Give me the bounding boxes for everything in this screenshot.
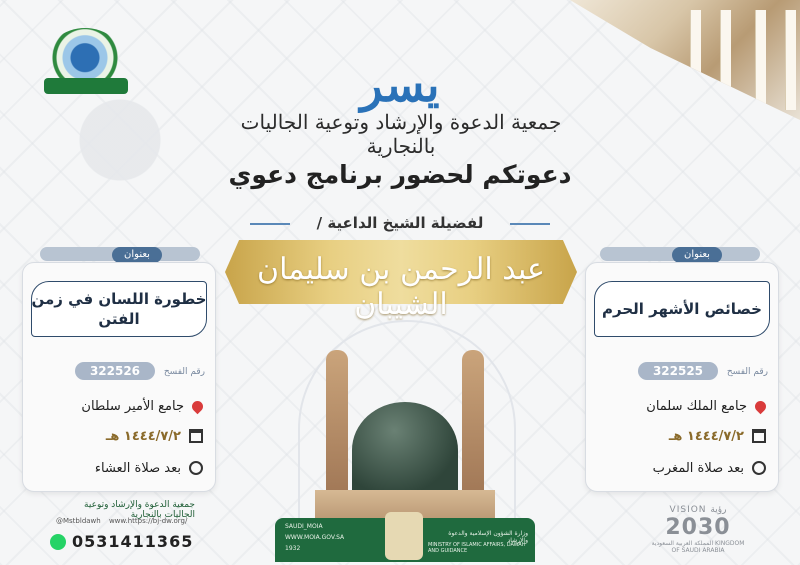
- time-text: بعد صلاة العشاء: [94, 460, 181, 476]
- moia-handle: SAUDI_MOIA: [285, 523, 323, 530]
- location-row: [81, 396, 203, 416]
- ministry-name-ar: وزارة الشؤون الإسلامية والدعوة والإرشاد: [448, 530, 528, 544]
- permit-label: رقم الفسح: [163, 367, 205, 377]
- date-text: ١٤٤٤/٧/٢ هـ: [105, 428, 181, 444]
- card-tag-right: بعنوان: [672, 247, 722, 263]
- mosque-interior-photo: [570, 0, 800, 120]
- permit-number: 322525: [638, 362, 718, 380]
- organization-name-small: جمعية الدعوة والإرشاد وتوعية الجاليات بالنجارية: [84, 500, 195, 520]
- phone-number[interactable]: 0531411365: [72, 532, 194, 551]
- clock-icon: [189, 461, 203, 475]
- lecture-title: خطورة اللسان في زمن الفتن: [31, 290, 207, 328]
- calendar-icon: [189, 429, 203, 443]
- lecture-title: خصائص الأشهر الحرم: [602, 300, 762, 318]
- map-pin-icon: [190, 398, 206, 414]
- time-text: بعد صلاة المغرب: [652, 460, 744, 476]
- whatsapp-icon: [50, 534, 66, 550]
- vision-label: VISION رؤية: [669, 505, 727, 515]
- prophets-mosque-illustration: [300, 330, 510, 540]
- permit-label: رقم الفسح: [726, 367, 768, 377]
- calendar-icon: [752, 429, 766, 443]
- lecture-card-left: [22, 262, 216, 492]
- location-text: جامع الأمير سلطان: [81, 398, 184, 414]
- logo-ribbon: [44, 78, 128, 94]
- ministry-name-en: MINISTRY OF ISLAMIC AFFAIRS, DAWAH AND GUIDANCE: [428, 542, 526, 554]
- permit-number: 322526: [75, 362, 155, 380]
- lecture-card-right: [585, 262, 779, 492]
- poster-title: يسر: [360, 58, 440, 112]
- green-dome: [352, 402, 458, 498]
- date-row: [106, 426, 203, 446]
- moia-year: 1932: [285, 545, 301, 552]
- clock-icon: [752, 461, 766, 475]
- social-handle: @Mstbldawh: [56, 517, 101, 525]
- map-pin-icon: [753, 398, 769, 414]
- vision-2030-logo: [648, 505, 748, 554]
- invitation-heading: دعوتكم لحضور برنامج دعوي: [228, 160, 572, 189]
- ministry-emblem: [385, 512, 423, 560]
- time-row: [95, 458, 203, 478]
- date-text: ١٤٤٤/٧/٢ هـ: [668, 428, 744, 444]
- date-row: [669, 426, 766, 446]
- time-row: [653, 458, 766, 478]
- card-tag-left: بعنوان: [112, 247, 162, 263]
- organization-name: جمعية الدعوة والإرشاد وتوعية الجاليات بالنجارية: [240, 110, 562, 158]
- honorific-line: لفضيلة الشيخ الداعية /: [250, 214, 550, 232]
- speaker-name: عبد الرحمن بن سليمان الشيبان: [257, 252, 545, 322]
- location-text: جامع الملك سلمان: [646, 398, 747, 414]
- website-link[interactable]: www.https://bj-dw.org/: [108, 517, 188, 525]
- vision-subtitle: المملكة العربية السعودية KINGDOM OF SAUDI ARABIA: [651, 540, 745, 554]
- vision-year: 2030: [665, 515, 731, 540]
- moia-site: WWW.MOIA.GOV.SA: [285, 534, 345, 541]
- location-row: [646, 396, 766, 416]
- social-links: [56, 517, 196, 525]
